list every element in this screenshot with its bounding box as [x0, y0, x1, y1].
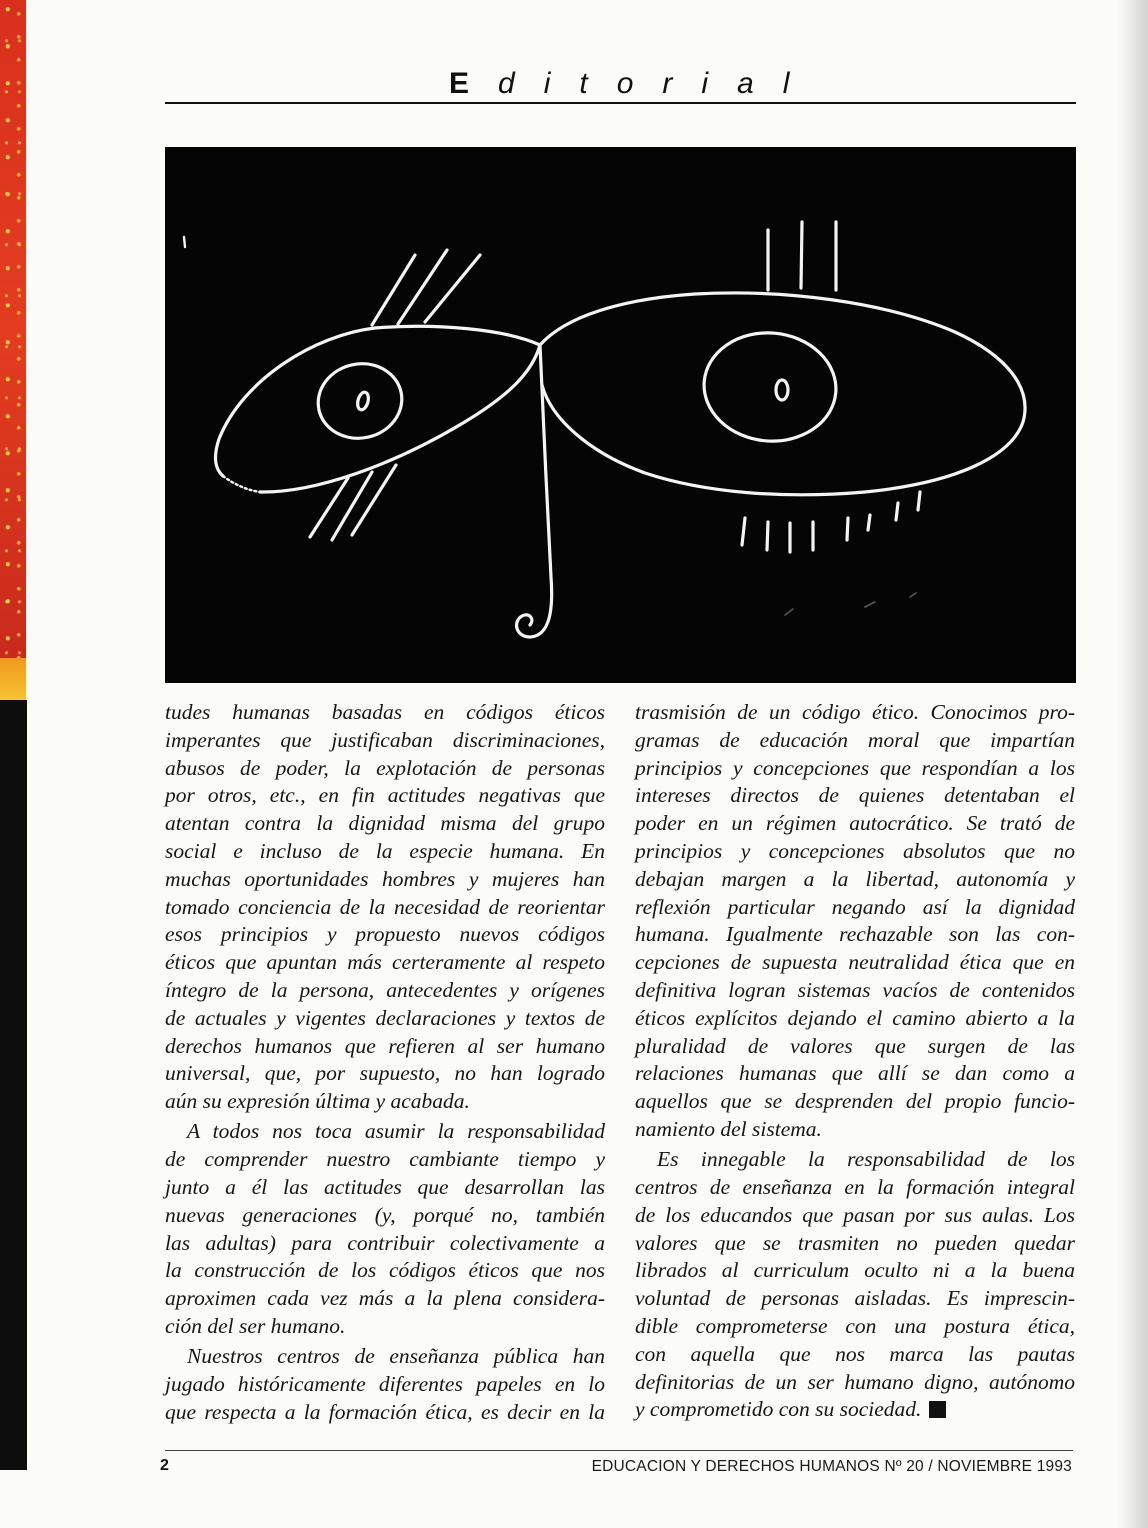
- illustration: [165, 147, 1076, 683]
- text-line: las adultas) para contribuir colectivamente a: [165, 1230, 605, 1255]
- text-line: jugado históricamente diferentes papeles en lo: [165, 1372, 605, 1397]
- text-line: reflexión particular negando así la dignidad: [635, 894, 1075, 919]
- footer-rule: [165, 1450, 1073, 1451]
- text-line: centros de enseñanza en la formación integral: [635, 1175, 1075, 1200]
- text-line: namiento del sistema.: [635, 1116, 822, 1141]
- text-line: imperantes que justificaban discriminaciones,: [165, 727, 605, 752]
- text-line: gramas de educación moral que impartían: [635, 727, 1075, 752]
- text-line: [635, 1396, 1075, 1424]
- text-line: que respecta a la formación ética, es decir en la: [165, 1399, 605, 1424]
- text-line: relaciones humanas que allí se dan como a: [635, 1061, 1075, 1086]
- text-line: junto a él las actitudes que desarrollan las: [165, 1175, 605, 1200]
- text-line: íntegro de la persona, antecedentes y orígenes: [165, 977, 605, 1002]
- text-line: de actuales y vigentes declaraciones y textos de: [165, 1005, 605, 1030]
- text-line: valores que se trasmiten no pueden quedar: [635, 1230, 1075, 1255]
- text-line: de los educandos que pasan por sus aulas. Los: [635, 1202, 1075, 1227]
- text-line: definitiva logran sistemas vacíos de contenidos: [635, 977, 1075, 1002]
- text-column-left: [165, 699, 605, 1427]
- text-line: por otros, etc., en fin actitudes negativas que: [165, 783, 605, 808]
- text-line: muchas oportunidades hombres y mujeres han: [165, 866, 605, 891]
- text-line: aún su expresión última y acabada.: [165, 1089, 470, 1114]
- text-line: la construcción de los códigos éticos que nos: [165, 1258, 605, 1283]
- end-mark-icon: [929, 1401, 946, 1418]
- text-line: derechos humanos que refieren al ser humano: [165, 1033, 605, 1058]
- paragraph: [165, 1118, 605, 1340]
- paragraph: [635, 1146, 1075, 1424]
- publication-info: EDUCACION Y DERECHOS HUMANOS Nº 20 / NOVIEMBRE 1993: [591, 1458, 1072, 1475]
- text-line: tomado conciencia de la necesidad de reorientar: [165, 894, 605, 919]
- text-line: principios y concepciones absolutos que no: [635, 838, 1075, 863]
- text-line: social e incluso de la especie humana. En: [165, 838, 605, 863]
- page-edge-shadow: [1118, 0, 1148, 1528]
- text-line: A todos nos toca asumir la responsabilidad: [187, 1119, 605, 1144]
- stray-mark: [184, 237, 185, 247]
- text-line: humana. Igualmente rechazable son las con-: [635, 922, 1075, 947]
- text-line: esos principios y propuesto nuevos códigos: [165, 922, 605, 947]
- text-line: definitorias de un ser humano digno, autónomo: [635, 1369, 1075, 1394]
- text-line: éticos explícitos dejando el camino abierto a la: [635, 1005, 1075, 1030]
- binding-strip-red: [0, 0, 26, 658]
- text-line: principios y concepciones que respondían a los: [635, 755, 1075, 780]
- text-line: librados al curriculum oculto ni a la buena: [635, 1258, 1075, 1283]
- section-title: Editorial: [449, 67, 819, 100]
- text-line: pluralidad de valores que surgen de las: [635, 1033, 1075, 1058]
- text-line: cepciones de supuesta neutralidad ética que en: [635, 950, 1075, 975]
- text-line: con aquella que nos marca las pautas: [635, 1341, 1075, 1366]
- text-line: ción del ser humano.: [165, 1314, 346, 1339]
- paragraph: [165, 1343, 605, 1426]
- text-line: Es innegable la responsabilidad de los: [657, 1147, 1075, 1172]
- text-line: debajan margen a la libertad, autonomía y: [635, 866, 1075, 891]
- page-number: 2: [160, 1457, 169, 1474]
- text-line: poder en un régimen autocrático. Se trató de: [635, 811, 1075, 836]
- text-line: abusos de poder, la explotación de personas: [165, 755, 605, 780]
- text-line: de comprender nuestro cambiante tiempo y: [165, 1147, 605, 1172]
- binding-strip-black: [0, 700, 27, 1470]
- text-line: universal, que, por supuesto, no han logrado: [165, 1061, 605, 1086]
- binding-strip-yellow: [0, 658, 26, 700]
- text-line: Nuestros centros de enseñanza pública han: [187, 1344, 605, 1369]
- text-line: tudes humanas basadas en códigos éticos: [165, 700, 605, 724]
- paragraph: [635, 699, 1075, 1144]
- text-column-right: [635, 699, 1075, 1424]
- text-line: éticos que apuntan más certeramente al respeto: [165, 950, 605, 975]
- text-line: trasmisión de un código ético. Conocimos pro-: [635, 700, 1075, 724]
- text-line-content: y comprometido con su sociedad.: [635, 1397, 922, 1422]
- text-line: aquellos que se desprenden del propio funcio-: [635, 1089, 1075, 1114]
- text-line: voluntad de personas aisladas. Es imprescin-: [635, 1286, 1075, 1311]
- illustration-background: [165, 147, 1076, 683]
- paragraph: [165, 699, 605, 1116]
- text-line: dible comprometerse con una postura ética,: [635, 1314, 1075, 1339]
- text-line: nuevas generaciones (y, porqué no, también: [165, 1202, 605, 1227]
- header-rule: [165, 102, 1076, 104]
- text-line: intereses directos de quienes detentaban el: [635, 783, 1075, 808]
- text-line: atentan contra la dignidad misma del grupo: [165, 811, 605, 836]
- text-line: aproximen cada vez más a la plena considera-: [165, 1286, 605, 1311]
